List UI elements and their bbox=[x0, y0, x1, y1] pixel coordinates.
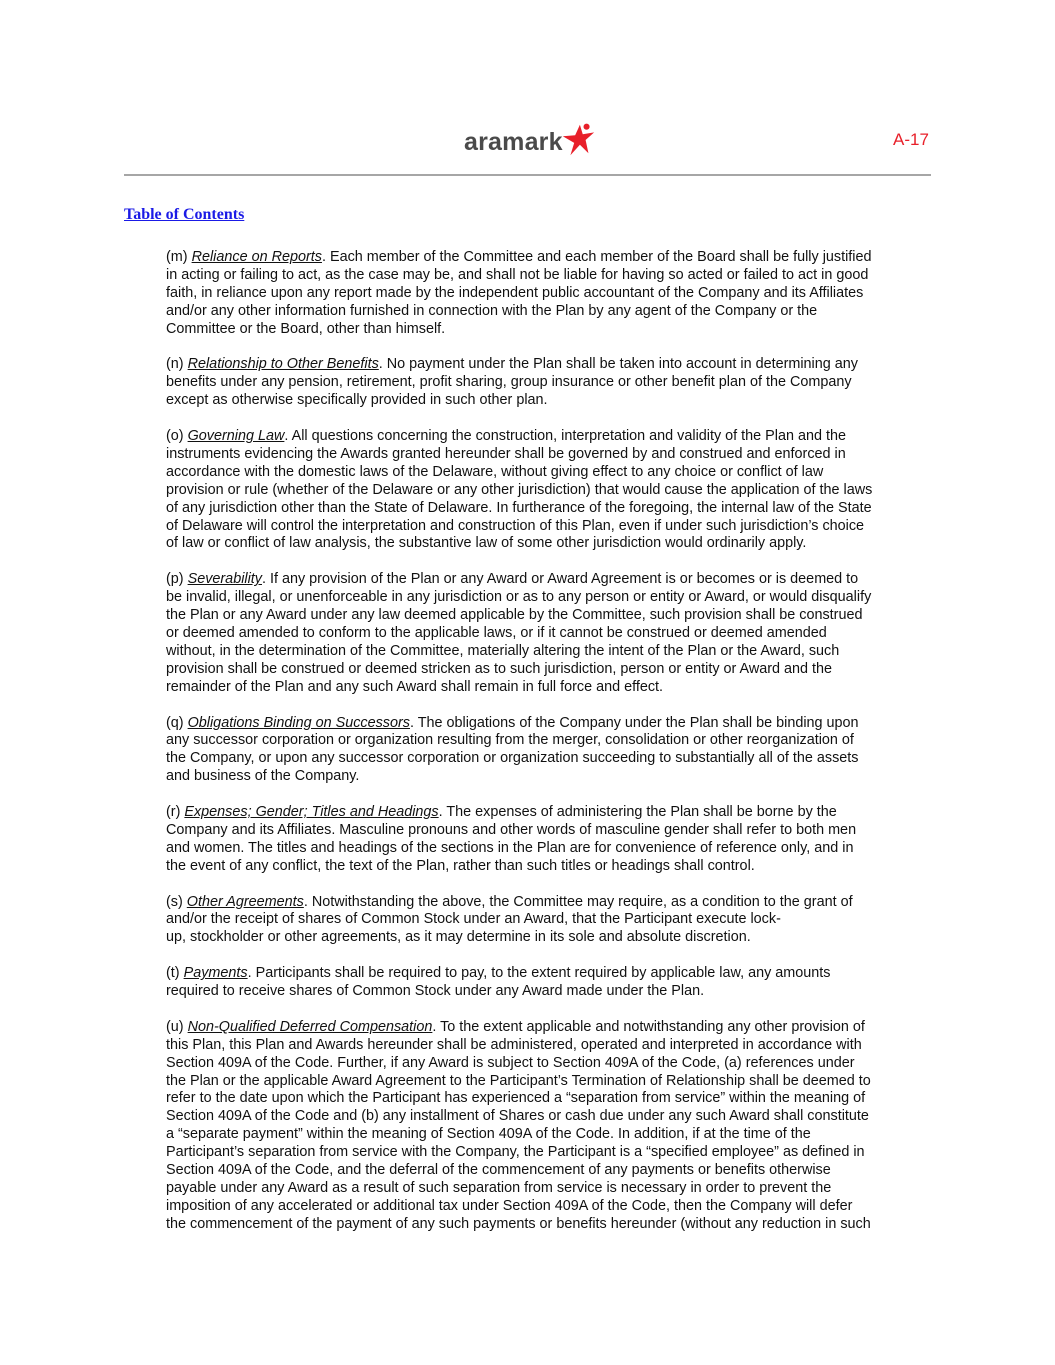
paragraph-line: accordance with the domestic laws of the Delaware, without giving effect to any choice or conflict of law bbox=[166, 463, 824, 480]
section-paragraph bbox=[166, 1019, 936, 1234]
paragraph-line: the Plan or any Award under any law deemed applicable by the Committee, such provision shall be construed bbox=[166, 607, 863, 624]
paragraph-line: and women. The titles and headings of the sections in the Plan are for convenience of reference only, and in bbox=[166, 839, 854, 856]
paragraph-line: the Plan or the applicable Award Agreement to the Participant’s Termination of Relationship shall be deemed to bbox=[166, 1072, 871, 1089]
paragraph-line: Company and its Affiliates. Masculine pronouns and other words of masculine gender shall refer to both men bbox=[166, 821, 857, 838]
section-label: (r) bbox=[166, 804, 185, 821]
paragraph-line bbox=[166, 804, 936, 822]
table-of-contents-link[interactable]: Table of Contents bbox=[124, 206, 245, 223]
paragraph-line: this Plan, this Plan and Awards hereunder shall be administered, operated and interpreted in accordance with bbox=[166, 1036, 862, 1053]
star-figure-icon bbox=[559, 121, 597, 159]
section-heading: Governing Law bbox=[187, 428, 285, 445]
section-label: (t) bbox=[166, 965, 184, 982]
paragraph-line: refer to the date upon which the Participant has experienced a “separation from service” within the meaning of bbox=[166, 1090, 866, 1107]
paragraph-line: or deemed amended to conform to the applicable laws, or if it cannot be construed or deemed amended bbox=[166, 624, 827, 641]
paragraph-line: Participant’s separation from service with the Company, the Participant is a “specified employee” as defined in bbox=[166, 1144, 865, 1161]
section-text: . The obligations of the Company under the Plan shall be binding upon bbox=[409, 714, 859, 731]
document-body bbox=[166, 249, 936, 1252]
paragraph-line: except as otherwise specifically provided in such other plan. bbox=[166, 392, 548, 409]
paragraph-line bbox=[166, 356, 936, 374]
section-paragraph bbox=[166, 249, 936, 339]
paragraph-line: instruments evidencing the Awards granted hereunder shall be governed by and construed and enforced in bbox=[166, 445, 846, 462]
section-label: (m) bbox=[166, 249, 192, 265]
section-text: . All questions concerning the construction, interpretation and validity of the Plan and the bbox=[284, 428, 846, 445]
section-paragraph bbox=[166, 571, 936, 696]
paragraph-line bbox=[166, 965, 936, 983]
paragraph-line: and/or the receipt of shares of Common Stock under an Award, that the Participant execute lock- bbox=[166, 911, 781, 928]
section-text: . Each member of the Committee and each member of the Board shall be fully justified bbox=[321, 249, 872, 265]
paragraph-line bbox=[166, 715, 936, 733]
section-paragraph bbox=[166, 804, 936, 876]
paragraph-line bbox=[166, 428, 936, 446]
section-text: . Participants shall be required to pay, to the extent required by applicable law, any amounts bbox=[247, 965, 831, 982]
section-paragraph bbox=[166, 894, 936, 948]
page-header bbox=[0, 0, 1055, 180]
section-text: . Notwithstanding the above, the Committee may require, as a condition to the grant of bbox=[303, 893, 853, 910]
paragraph-line: up, stockholder or other agreements, as it may determine in its sole and absolute discretion. bbox=[166, 929, 751, 946]
paragraph-line: in acting or failing to act, as the case may be, and shall not be liable for having so acted or failed to act in good bbox=[166, 266, 869, 283]
section-text: . The expenses of administering the Plan shall be borne by the bbox=[438, 804, 837, 821]
section-label: (p) bbox=[166, 571, 188, 588]
paragraph-line: provision or rule (whether of the Delaware or any other jurisdiction) that would cause the application of the laws bbox=[166, 481, 873, 498]
paragraph-line: Section 409A of the Code and (b) any installment of Shares or cash due under any such Award shall constitute bbox=[166, 1108, 869, 1125]
paragraph-line: Section 409A of the Code, and the deferral of the commencement of any payments or benefits otherwise bbox=[166, 1162, 831, 1179]
paragraph-line bbox=[166, 249, 936, 267]
paragraph-line bbox=[166, 1019, 936, 1037]
paragraph-line: and business of the Company. bbox=[166, 768, 360, 785]
paragraph-line: faith, in reliance upon any report made by the independent public accountant of the Company and its Affiliates bbox=[166, 284, 864, 301]
header-divider bbox=[124, 174, 931, 176]
section-paragraph bbox=[166, 715, 936, 787]
section-heading: Non-Qualified Deferred Compensation bbox=[187, 1018, 433, 1035]
section-label: (u) bbox=[166, 1018, 188, 1035]
paragraph-line: any successor corporation or organization resulting from the merger, consolidation or other reorganization of bbox=[166, 732, 854, 749]
section-heading: Expenses; Gender; Titles and Headings bbox=[184, 804, 439, 821]
paragraph-line: a “separate payment” within the meaning of Section 409A of the Code. In addition, if at the time of the bbox=[166, 1126, 811, 1143]
paragraph-line: and/or any other information furnished in connection with the Plan by any agent of the Company or the bbox=[166, 302, 818, 319]
paragraph-line: be invalid, illegal, or unenforceable in any jurisdiction or as to any person or entity or Award, or would disqualify bbox=[166, 589, 872, 606]
paragraph-line: the commencement of the payment of any such payments or benefits hereunder (without any reduction in such bbox=[166, 1215, 871, 1232]
paragraph-line: Committee or the Board, other than himself. bbox=[166, 320, 446, 337]
page-number: A-17 bbox=[893, 130, 929, 149]
section-label: (o) bbox=[166, 428, 188, 445]
paragraph-line: provision shall be construed or deemed stricken as to such jurisdiction, person or entity or Award and the bbox=[166, 660, 833, 677]
section-text: . If any provision of the Plan or any Award or Award Agreement is or becomes or is deemed to bbox=[261, 571, 859, 588]
section-label: (q) bbox=[166, 714, 188, 731]
paragraph-line: the Company, or upon any successor corporation or organization succeeding to substantially all of the assets bbox=[166, 750, 859, 767]
section-label: (n) bbox=[166, 356, 188, 373]
paragraph-line: of law or conflict of law analysis, the substantive law of some other jurisdiction would ordinarily apply. bbox=[166, 535, 807, 552]
section-text: . To the extent applicable and notwithstanding any other provision of bbox=[432, 1018, 865, 1035]
paragraph-line: of Delaware will control the interpretation and construction of this Plan, even if under such jurisdiction’s choice bbox=[166, 517, 865, 534]
paragraph-line: benefits under any pension, retirement, profit sharing, group insurance or other benefit plan of the Company bbox=[166, 374, 852, 391]
section-text: . No payment under the Plan shall be taken into account in determining any bbox=[378, 356, 858, 373]
section-heading: Relationship to Other Benefits bbox=[187, 356, 379, 373]
aramark-logo bbox=[464, 122, 597, 162]
paragraph-line: payable under any Award as a result of such separation from service is necessary in order to prevent the bbox=[166, 1180, 832, 1196]
section-heading: Other Agreements bbox=[186, 893, 304, 910]
section-paragraph bbox=[166, 965, 936, 1001]
section-paragraph bbox=[166, 428, 936, 553]
paragraph-line: without, in the determination of the Committee, materially altering the intent of the Plan or the Award, such bbox=[166, 642, 840, 659]
section-heading: Severability bbox=[187, 571, 262, 588]
paragraph-line bbox=[166, 894, 936, 912]
logo-wordmark: aramark bbox=[464, 127, 563, 156]
section-heading: Payments bbox=[183, 965, 248, 982]
paragraph-line: imposition of any accelerated or additional tax under Section 409A of the Code, then the Company will defer bbox=[166, 1197, 853, 1214]
paragraph-line: remainder of the Plan and any such Award shall remain in full force and effect. bbox=[166, 678, 664, 695]
paragraph-line: required to receive shares of Common Stock under any Award made under the Plan. bbox=[166, 983, 705, 1000]
paragraph-line: the event of any conflict, the text of the Plan, rather than such titles or headings shall control. bbox=[166, 857, 755, 874]
section-paragraph bbox=[166, 356, 936, 410]
section-heading: Reliance on Reports bbox=[191, 249, 322, 265]
paragraph-line: Section 409A of the Code. Further, if any Award is subject to Section 409A of the Code, (a) references under bbox=[166, 1054, 855, 1071]
section-heading: Obligations Binding on Successors bbox=[187, 714, 410, 731]
paragraph-line: of any jurisdiction other than the State of Delaware. In furtherance of the foregoing, the internal law of the State bbox=[166, 499, 872, 516]
section-label: (s) bbox=[166, 893, 187, 910]
paragraph-line bbox=[166, 571, 936, 589]
